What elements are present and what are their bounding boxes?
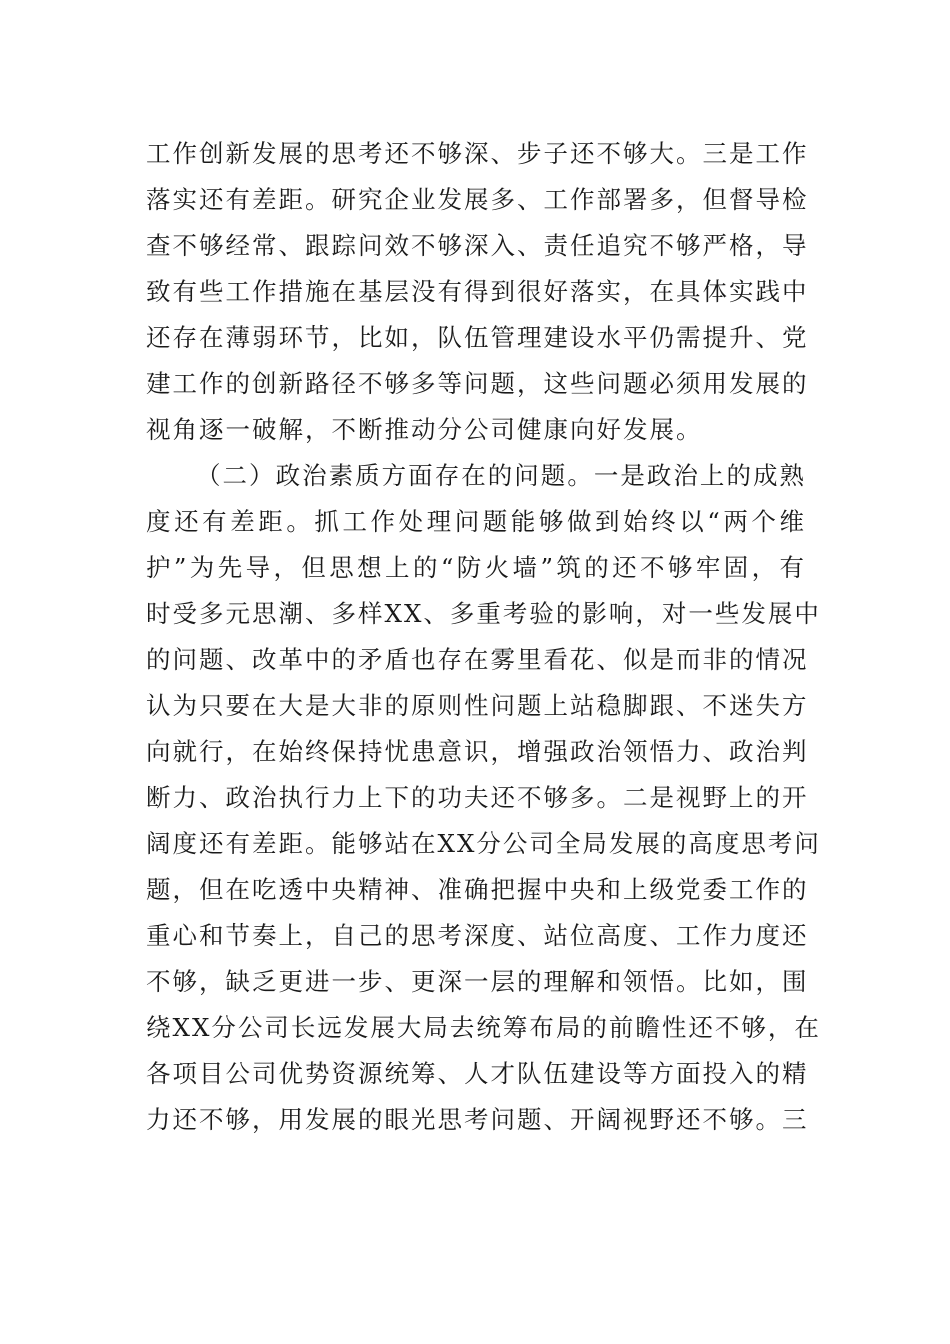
- text-line: 视角逐一破解，不断推动分公司健康向好发展。: [146, 415, 703, 444]
- text-line: 力还不够，用发展的眼光思考问题、开阔视野还不够。三: [146, 1105, 809, 1134]
- text-line: 的问题、改革中的矛盾也存在雾里看花、似是而非的情况: [146, 645, 809, 674]
- text-line: 查不够经常、跟踪问效不够深入、责任追究不够严格，导: [146, 231, 809, 260]
- text-line: 重心和节奏上，自己的思考深度、站位高度、工作力度还: [146, 921, 809, 950]
- text-line: 向就行，在始终保持忧患意识，增强政治领悟力、政治判: [146, 737, 809, 766]
- text-line: 度还有差距。抓工作处理问题能够做到始终以“两个维: [146, 507, 806, 536]
- text-line: 建工作的创新路径不够多等问题，这些问题必须用发展的: [146, 369, 809, 398]
- text-line: 认为只要在大是大非的原则性问题上站稳脚跟、不迷失方: [146, 691, 809, 720]
- text-line: 致有些工作措施在基层没有得到很好落实，在具体实践中: [146, 277, 809, 306]
- text-line: 时受多元思潮、多样XX、多重考验的影响，对一些发展中: [146, 599, 821, 628]
- text-line: 不够，缺乏更进一步、更深一层的理解和领悟。比如，围: [146, 967, 809, 996]
- text-line: 阔度还有差距。能够站在XX分公司全局发展的高度思考问: [146, 829, 821, 858]
- text-line: 还存在薄弱环节，比如，队伍管理建设水平仍需提升、党: [146, 323, 809, 352]
- text-line: 题，但在吃透中央精神、准确把握中央和上级党委工作的: [146, 875, 809, 904]
- text-line: 落实还有差距。研究企业发展多、工作部署多，但督导检: [146, 185, 809, 214]
- text-line: 各项目公司优势资源统筹、人才队伍建设等方面投入的精: [146, 1059, 809, 1088]
- text-line: 工作创新发展的思考还不够深、步子还不够大。三是工作: [146, 139, 809, 168]
- section-heading-line: （二）政治素质方面存在的问题。一是政治上的成熟: [196, 461, 806, 490]
- text-line: 绕XX分公司长远发展大局去统筹布局的前瞻性还不够，在: [146, 1013, 821, 1042]
- text-line: 护”为先导，但思想上的“防火墙”筑的还不够牢固，有: [146, 553, 806, 582]
- text-line: 断力、政治执行力上下的功夫还不够多。二是视野上的开: [146, 783, 809, 812]
